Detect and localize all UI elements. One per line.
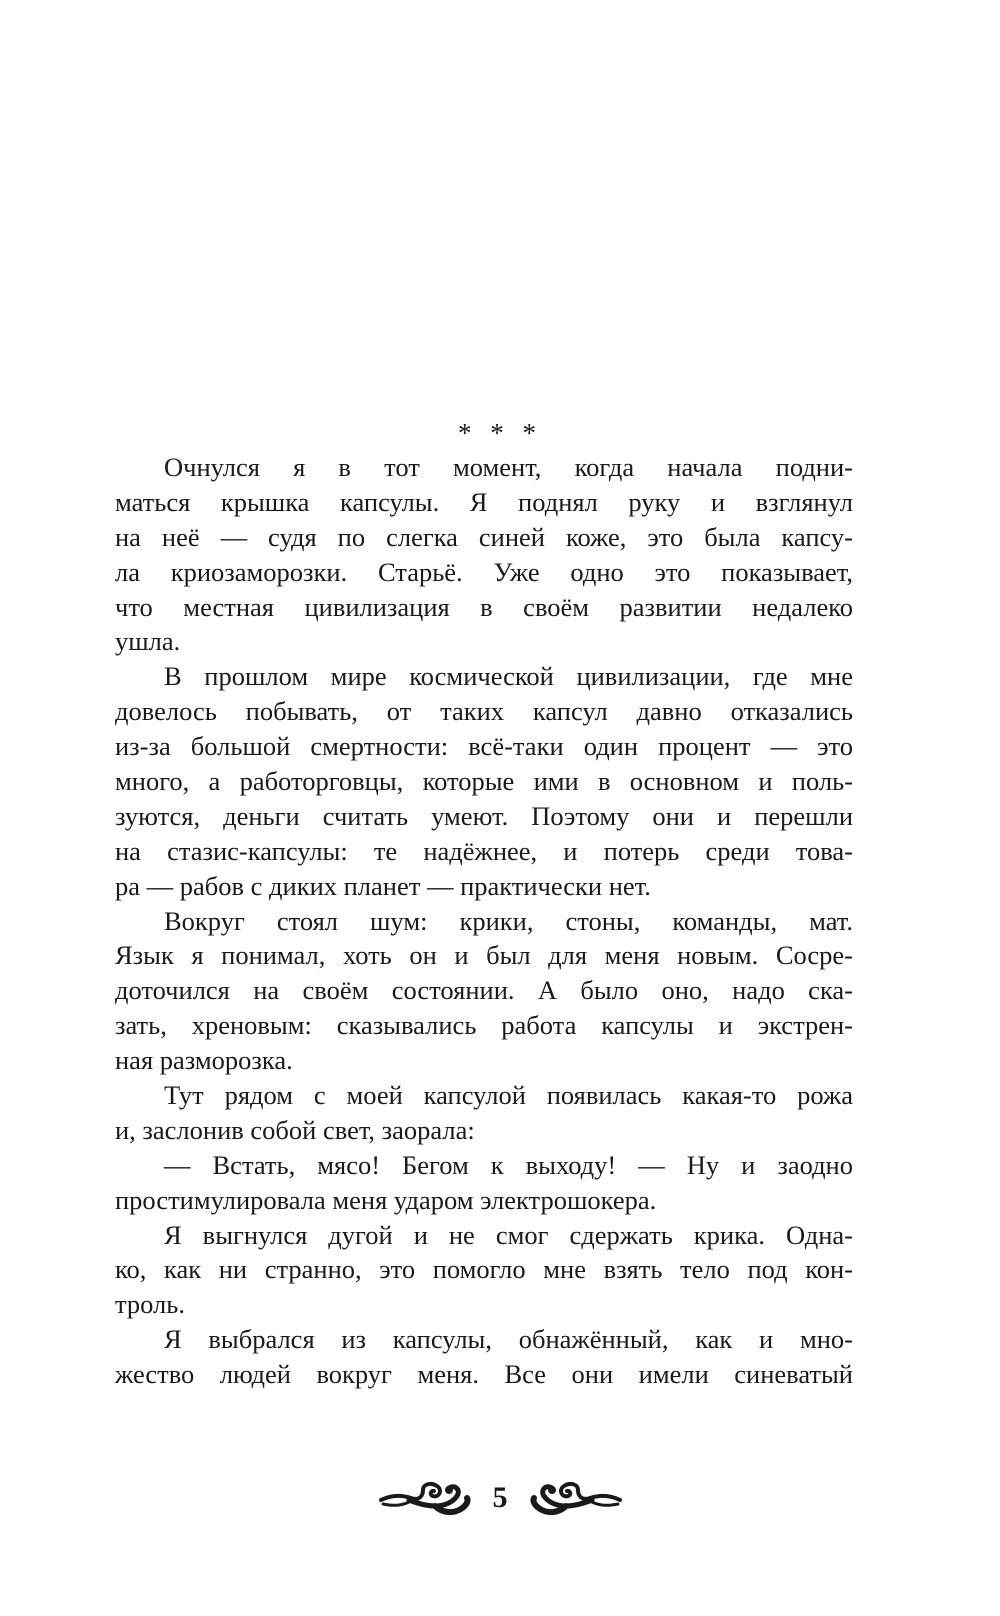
text-line: маться крышка капсулы. Я поднял руку и взглянул <box>115 486 853 517</box>
paragraph <box>115 1078 853 1148</box>
text-line: зуются, деньги считать умеют. Поэтому они и перешли <box>115 800 853 831</box>
text-line: Я выбрался из капсулы, обнажённый, как и мно- <box>164 1324 853 1355</box>
page-number: 5 <box>492 1481 508 1514</box>
text-line: Тут рядом с моей капсулой появилась какая-то рожа <box>164 1080 853 1111</box>
text-line: доточился на своём состоянии. А было оно, надо ска- <box>115 975 853 1006</box>
text-line: Очнулся я в тот момент, когда начала подни- <box>164 452 853 482</box>
body-text <box>115 450 853 1392</box>
text-line: Язык я понимал, хоть он и был для меня новым. Сосре- <box>115 940 853 971</box>
dialogue-paragraph <box>115 1148 853 1218</box>
paragraph <box>115 1218 853 1323</box>
text-line: много, а работорговцы, которые ими в основном и поль- <box>115 766 853 797</box>
text-line: ная разморозка. <box>115 1045 293 1076</box>
text-line: из-за большой смертности: всё-таки один процент — это <box>115 731 853 762</box>
scroll-ornament-left-icon <box>379 1476 471 1520</box>
text-line: довелось побывать, от таких капсул давно отказались <box>115 696 853 727</box>
text-line: ра — рабов с диких планет — практически нет. <box>115 870 651 901</box>
text-line: ла криозаморозки. Старьё. Уже одно это показывает, <box>115 556 853 587</box>
text-line: троль. <box>115 1289 185 1320</box>
text-line: зать, хреновым: сказывались работа капсулы и экстрен- <box>115 1010 853 1041</box>
text-line: простимулировала меня ударом электрошокера. <box>115 1184 657 1215</box>
text-line: В прошлом мире космической цивилизации, где мне <box>164 661 853 692</box>
paragraph <box>115 659 853 903</box>
paragraph <box>115 1322 853 1392</box>
paragraph <box>115 904 853 1078</box>
text-line: ушла. <box>115 626 181 657</box>
text-line: — Встать, мясо! Бегом к выходу! — Ну и заодно <box>164 1149 853 1180</box>
text-line: на неё — судя по слегка синей коже, это была капсу- <box>115 521 853 552</box>
text-line: на стазис-капсулы: те надёжнее, и потерь среди това- <box>115 835 853 866</box>
text-line: Я выгнулся дугой и не смог сдержать крика. Одна- <box>164 1219 853 1250</box>
text-line: Вокруг стоял шум: крики, стоны, команды, мат. <box>164 905 853 936</box>
text-line: ко, как ни странно, это помогло мне взять тело под кон- <box>115 1254 853 1285</box>
section-separator: * * * <box>458 418 542 448</box>
paragraph <box>115 450 853 659</box>
text-line: жество людей вокруг меня. Все они имели синеватый <box>115 1359 853 1390</box>
text-line: и, заслонив собой свет, заорала: <box>115 1114 475 1145</box>
page-footer <box>0 1468 1000 1528</box>
text-line: что местная цивилизация в своём развитии недалеко <box>115 591 853 622</box>
scroll-ornament-right-icon <box>530 1476 622 1520</box>
